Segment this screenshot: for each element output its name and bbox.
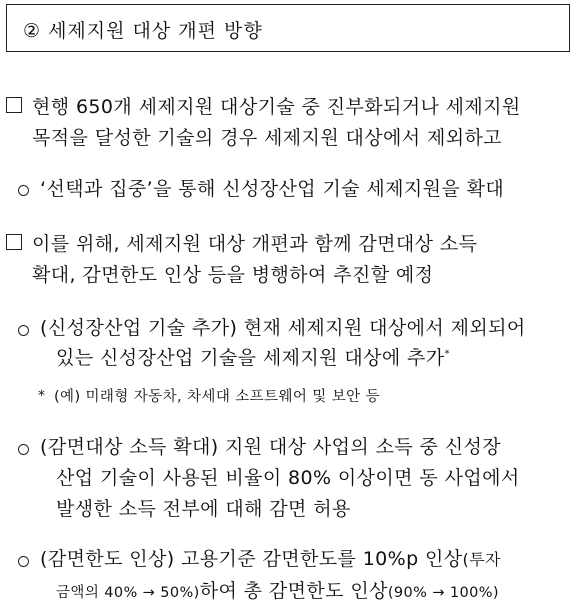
paragraph-line: 목적을 달성한 기술의 경우 세제지원 대상에서 제외하고 <box>32 127 502 149</box>
square-bullet-icon <box>6 97 22 117</box>
paragraph-line: 현행 650개 세제지원 대상기술 중 진부화되거나 세제지원 <box>32 96 521 118</box>
square-bullet-icon <box>6 234 22 254</box>
paragraph-line: (신성장산업 기술 추가) 현재 세제지원 대상에서 제외되어 <box>40 317 526 339</box>
footnote-star: * <box>38 388 45 404</box>
paragraph-line: 확대, 감면한도 인상 등을 병행하여 추진할 예정 <box>32 264 434 286</box>
paragraph-line <box>40 544 501 571</box>
paragraph-line: (감면대상 소득 확대) 지원 대상 사업의 소득 중 신성장 <box>40 436 501 458</box>
paragraph-line-text: (감면한도 인상) 고용기준 감면한도를 10%p 인상 <box>40 548 463 570</box>
circle-bullet-icon <box>18 181 29 200</box>
circle-bullet-icon <box>18 440 29 459</box>
paragraph-line: 이를 위해, 세제지원 대상 개편과 함께 감면대상 소득 <box>32 233 478 255</box>
paragraph-line-small: (90% → 100%) <box>387 585 499 601</box>
paragraph-line: ‘선택과 집중’을 통해 신성장산업 기술 세제지원을 확대 <box>40 178 505 200</box>
circle-bullet-icon <box>18 321 29 340</box>
paragraph-line <box>56 343 450 370</box>
paragraph-line-paren: (투자 <box>462 550 501 569</box>
section-title: ② 세제지원 대상 개편 방향 <box>23 20 263 42</box>
paragraph-line: 산업 기술이 사용된 비율이 80% 이상이면 동 사업에서 <box>56 467 520 489</box>
section-title-box <box>6 4 570 52</box>
footnote-mark: * <box>444 348 450 360</box>
paragraph-line-small: 금액의 40% → 50%) <box>56 585 200 601</box>
paragraph-line: 발생한 소득 전부에 대해 감면 허용 <box>56 498 351 520</box>
footnote-text: (예) 미래형 자동차, 차세대 소프트웨어 및 보안 등 <box>54 389 380 405</box>
circle-bullet-icon <box>18 552 29 571</box>
paragraph-line-text: 하여 총 감면한도 인상 <box>199 580 388 602</box>
paragraph-line-text: 있는 신성장산업 기술을 세제지원 대상에 추가 <box>56 347 445 369</box>
paragraph-line <box>56 576 499 603</box>
